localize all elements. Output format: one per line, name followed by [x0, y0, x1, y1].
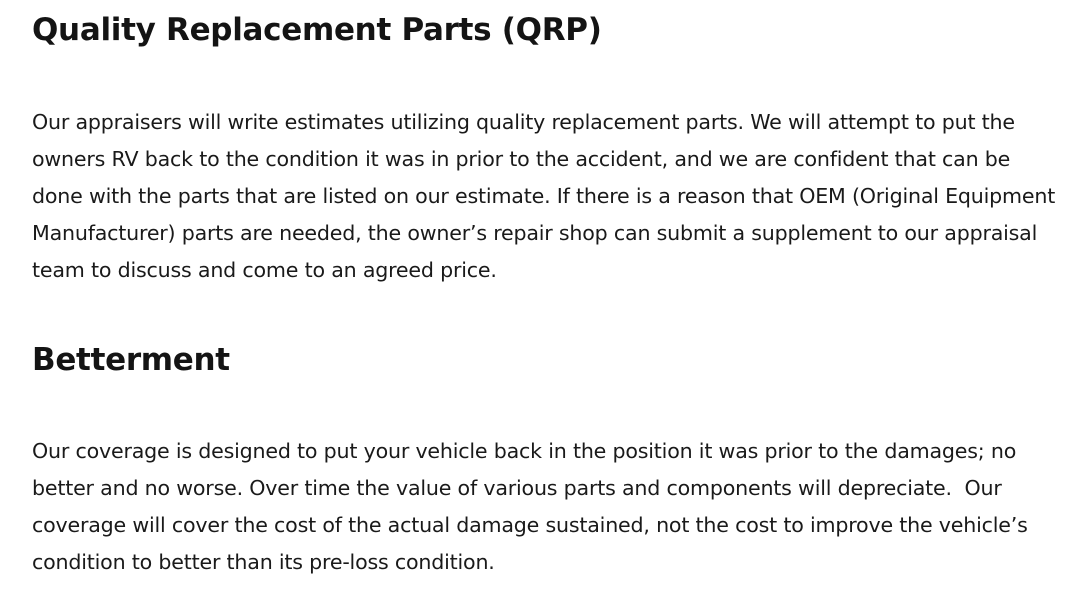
section-body-betterment: Our coverage is designed to put your vehicle back in the position it was prior to the damages; no better and no worse. Over time the value of various parts and components will depreciate. Our coverage will cover the cost of the actual damage sustained, not the cost to improve the vehicle’s condition to better than its pre-loss condition.	[32, 439, 1034, 574]
section-heading-betterment: Betterment	[32, 342, 230, 378]
section-body-qrp: Our appraisers will write estimates utilizing quality replacement parts. We will attempt to put the owners RV back to the condition it was in prior to the accident, and we are confident that can be done with the parts that are listed on our estimate. If there is a reason that OEM (Original Equipment Manufacturer) parts are needed, the owner’s repair shop can submit a supplement to our appraisal team to discuss and come to an agreed price.	[32, 110, 1062, 282]
section-heading-qrp: Quality Replacement Parts (QRP)	[32, 12, 602, 48]
